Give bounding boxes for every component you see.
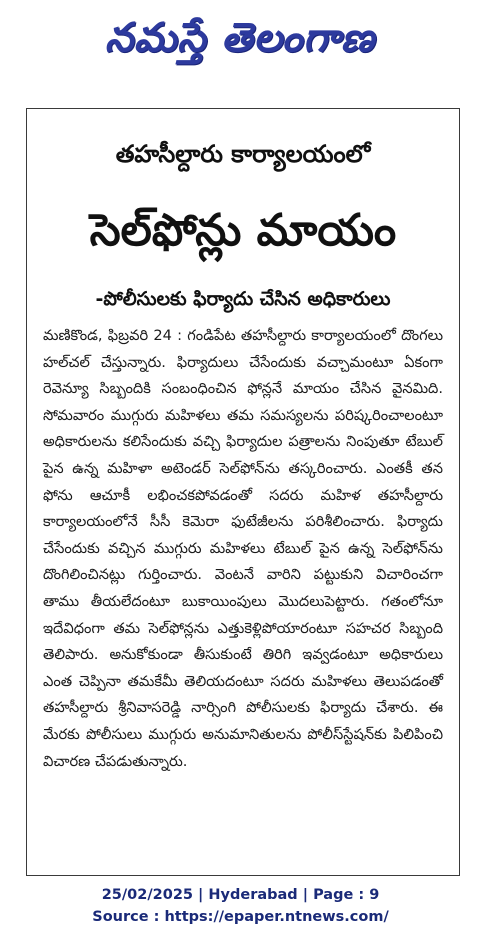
source-footer	[0, 884, 481, 928]
article-headline: సెల్‌ఫోన్లు మాయం	[89, 205, 397, 256]
article-body	[43, 323, 443, 775]
article-body-text: గండిపేట తహసీల్దారు కార్యాలయంలో దొంగలు హల్‌చల్ చేస్తున్నారు. ఫిర్యాదులు చేసేందుకు వచ్చామంటూ ఏకంగా రెవెన్యూ సిబ్బందికి సంబంధించిన ఫోన్లనే మాయం చేసిన వైనమిది. సోమవారం ముగ్గురు మహిళలు తమ సమస్యలను పరిష్కరించాలంటూ అధికారులను కలిసేందుకు వచ్చి ఫిర్యాదుల పత్రాలను నింపుతూ టేబుల్ పైన ఉన్న మహిళా అటెండర్ సెల్‌ఫోన్‌ను తస్కరించారు. ఎంతకీ తన ఫోను ఆచూకీ లభించకపోవడంతో సదరు మహిళ తహసీల్దారు కార్యాలయంలోనే సీసీ కెమెరా ఫుటేజీలను పరిశీలించారు. ఫిర్యాదు చేసేందుకు వచ్చిన ముగ్గురు మహిళలు టేబుల్ పైన ఉన్న సెల్‌ఫోన్‌ను దొంగిలించినట్లు గుర్తించారు. వెంటనే వారిని పట్టుకుని విచారించగా తాము తీయలేదంటూ బుకాయింపులు మొదలుపెట్టారు. గతంలోనూ ఇదేవిధంగా తమ సెల్‌ఫోన్లను ఎత్తుకెళ్లిపోయారంటూ సహచర సిబ్బంది తెలిపారు. అనుకోకుండా తీసుకుంటే తిరిగి ఇవ్వడంటూ అధికారులు ఎంత చెప్పినా తమకేమీ తెలియదంటూ సదరు మహిళలు తెలుపడంతో తహసీల్దారు శ్రీనివాసరెడ్డి నార్సింగి పోలీసులకు ఫిర్యాదు చేశారు. ఈ మేరకు పోలీసులు ముగ్గురు అనుమానితులను పోలీస్‌స్టేషన్‌కు పిలిపించి విచారణ చేపడుతున్నారు.	[43, 327, 443, 770]
article-kicker: తహసీల్దారు కార్యాలయంలో	[115, 140, 371, 168]
publication-date-line: 25/02/2025 | Hyderabad | Page : 9	[101, 887, 380, 903]
article-subhead: -పోలీసులకు ఫిర్యాదు చేసిన అధికారులు	[95, 288, 391, 310]
article-dateline: మణికొండ, ఫిబ్రవరి 24 :	[43, 327, 183, 344]
article-clipping	[26, 108, 460, 876]
newspaper-logo: నమస్తే తెలంగాణ	[104, 15, 376, 61]
masthead	[0, 0, 481, 82]
source-url-line: Source : https://epaper.ntnews.com/	[92, 909, 389, 925]
